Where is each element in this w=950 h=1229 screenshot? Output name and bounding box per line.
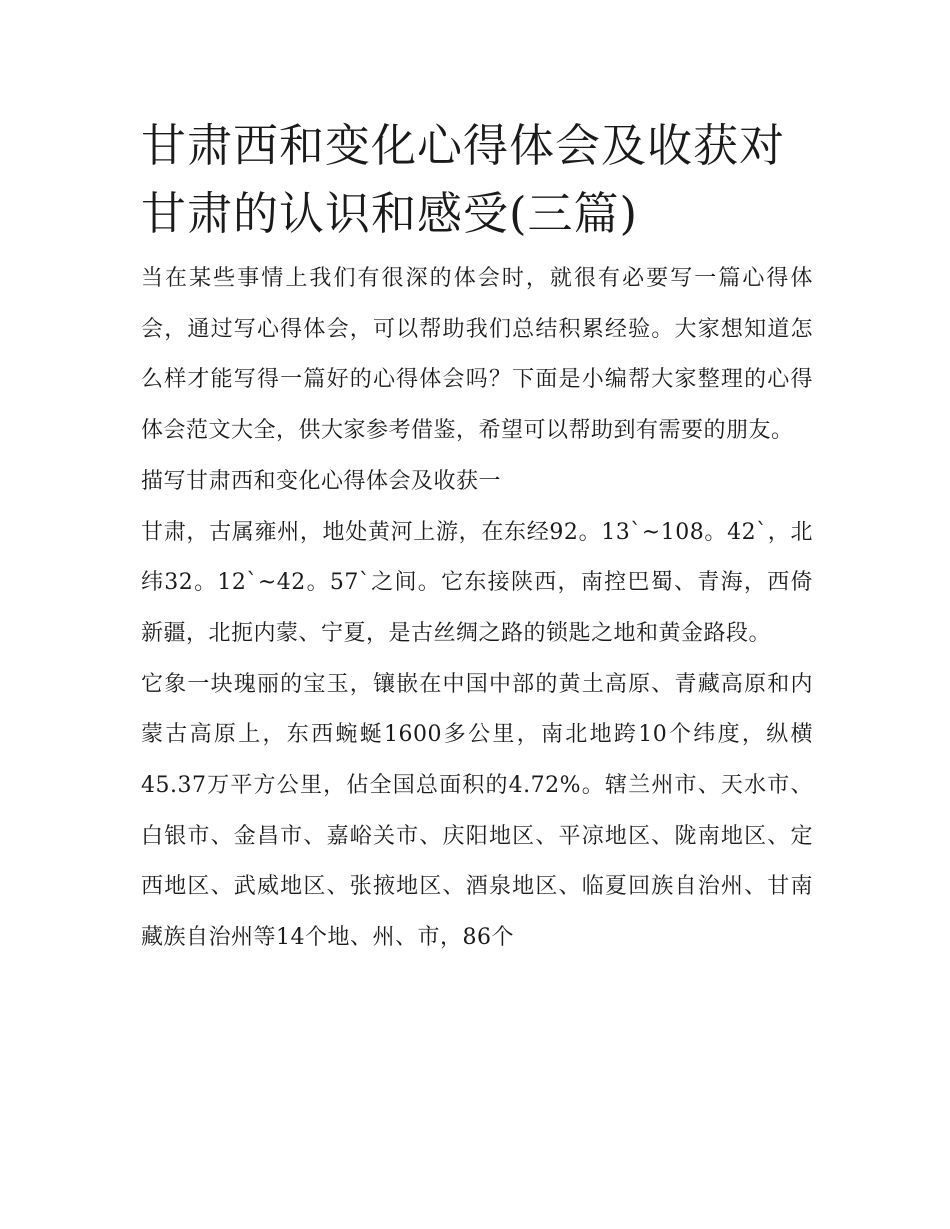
document-page	[141, 112, 813, 964]
intro-paragraph: 当在某些事情上我们有很深的体会时，就很有必要写一篇心得体会，通过写心得体会，可以帮助我们总结积累经验。大家想知道怎么样才能写得一篇好的心得体会吗？下面是小编帮大家整理的心得体会范文大全，供大家参考借鉴，希望可以帮助到有需要的朋友。	[141, 266, 813, 444]
body-paragraph-location: 甘肃，古属雍州，地处黄河上游，在东经92。13`~108。42`，北纬32。12`~42。57`之间。它东接陕西，南控巴蜀、青海，西倚新疆，北扼内蒙、宁夏，是古丝绸之路的锁匙之地和黄金路段。	[141, 519, 813, 646]
document-title: 甘肃西和变化心得体会及收获对甘肃的认识和感受(三篇)	[141, 119, 786, 240]
body-paragraph-geography: 它象一块瑰丽的宝玉，镶嵌在中国中部的黄土高原、青藏高原和内蒙古高原上，东西蜿蜒1600多公里，南北地跨10个纬度，纵横45.37万平方公里，佔全国总面积的4.72%。辖兰州市、天水市、白银市、金昌市、嘉峪关市、庆阳地区、平凉地区、陇南地区、定西地区、武威地区、张掖地区、酒泉地区、临夏回族自治州、甘南藏族自治州等14个地、州、市，86个	[141, 671, 813, 951]
section-heading: 描写甘肃西和变化心得体会及收获一	[141, 468, 502, 494]
